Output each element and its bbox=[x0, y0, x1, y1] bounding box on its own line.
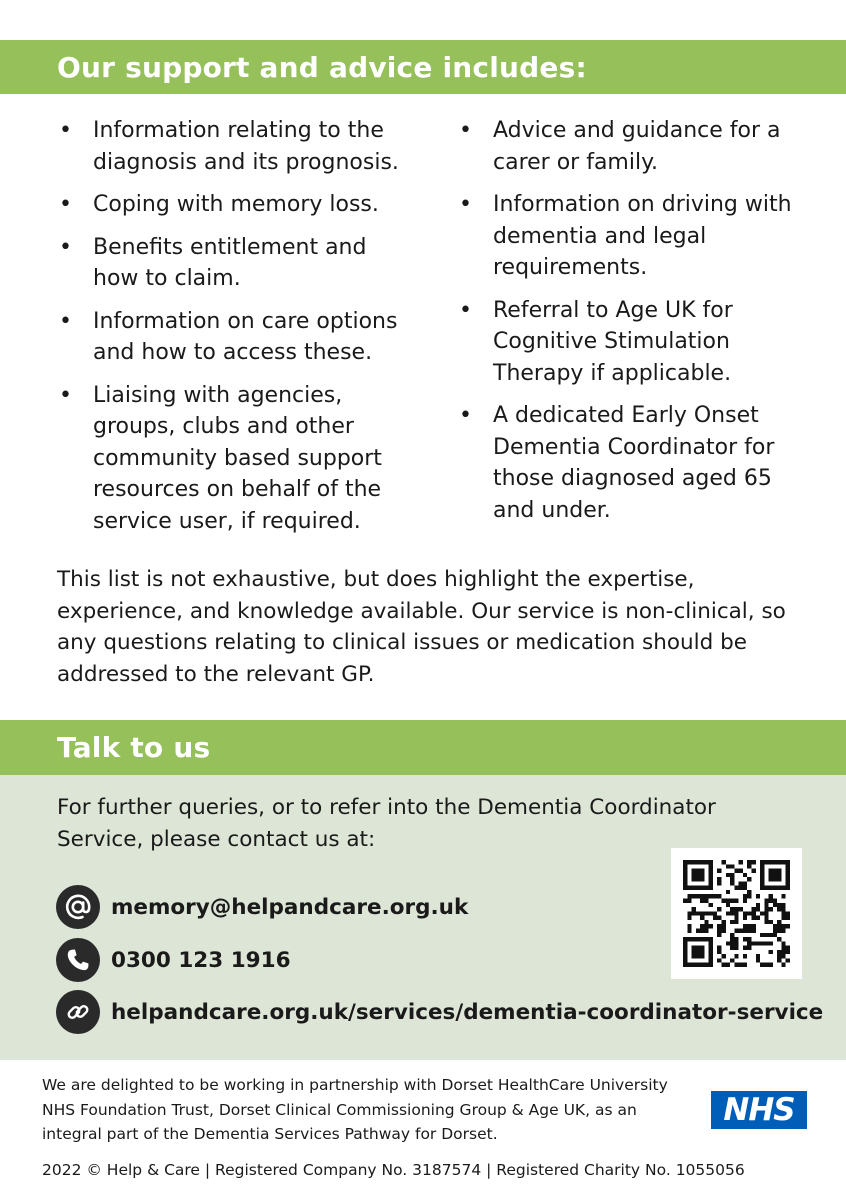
list-item bbox=[457, 295, 797, 390]
list-item-text: Advice and guidance for a carer or family. bbox=[493, 118, 781, 175]
phone-link[interactable]: 0300 123 1916 bbox=[111, 947, 291, 973]
support-heading-band bbox=[0, 40, 846, 94]
disclaimer-paragraph: This list is not exhaustive, but does highlight the expertise, experience, and knowledge available. Our service is non-clinical, so any questions relating to clinical issues or medication should be addressed to the relevant GP. bbox=[57, 567, 786, 687]
list-item-text: Liaising with agencies, groups, clubs and other community based support resources on behalf of the service user, if required. bbox=[93, 382, 382, 534]
link-icon bbox=[56, 990, 100, 1034]
support-list-left bbox=[57, 115, 417, 548]
phone-icon bbox=[56, 938, 100, 982]
bullet: • bbox=[459, 297, 472, 323]
list-item-text: Information on driving with dementia and legal requirements. bbox=[493, 192, 792, 280]
list-item-text: A dedicated Early Onset Dementia Coordinator for those diagnosed aged 65 and under. bbox=[493, 403, 775, 523]
list-item bbox=[57, 380, 417, 538]
email-link[interactable]: memory@helpandcare.org.uk bbox=[111, 894, 469, 920]
website-row bbox=[56, 990, 823, 1034]
list-item bbox=[57, 232, 417, 295]
bullet: • bbox=[459, 192, 472, 217]
contact-heading-band bbox=[0, 720, 846, 775]
bullet: • bbox=[59, 308, 72, 334]
bullet: • bbox=[59, 382, 72, 408]
contact-section bbox=[0, 775, 846, 1060]
list-item bbox=[457, 189, 797, 284]
bullet: • bbox=[459, 118, 472, 143]
list-item-text: Information relating to the diagnosis and its prognosis. bbox=[93, 118, 399, 175]
list-item-text: Referral to Age UK for Cognitive Stimulation Therapy if applicable. bbox=[493, 297, 733, 386]
qr-code[interactable] bbox=[671, 848, 802, 979]
contact-intro: For further queries, or to refer into the Dementia Coordinator Service, please contact us at: bbox=[57, 795, 716, 852]
support-heading: Our support and advice includes: bbox=[57, 50, 587, 84]
bullet: • bbox=[59, 118, 72, 143]
email-row bbox=[56, 885, 468, 929]
bullet: • bbox=[59, 234, 72, 260]
list-item bbox=[457, 115, 797, 178]
phone-row bbox=[56, 938, 291, 982]
partnership-text: We are delighted to be working in partnership with Dorset HealthCare University NHS Foundation Trust, Dorset Clinical Commissioning Group & Age UK, as an integral part of the Dementia Services Pathway for Dorset. bbox=[42, 1076, 668, 1143]
list-item bbox=[57, 189, 417, 221]
at-sign-icon bbox=[56, 885, 100, 929]
bullet: • bbox=[459, 403, 472, 428]
contact-heading: Talk to us bbox=[57, 731, 211, 764]
list-item bbox=[57, 115, 417, 178]
list-item bbox=[57, 306, 417, 369]
list-item-text: Coping with memory loss. bbox=[93, 192, 379, 217]
list-item bbox=[457, 400, 797, 526]
copyright-text: 2022 © Help & Care | Registered Company No. 3187574 | Registered Charity No. 1055056 bbox=[42, 1161, 745, 1179]
support-list-right bbox=[457, 115, 797, 537]
website-link[interactable]: helpandcare.org.uk/services/dementia-coordinator-service bbox=[111, 999, 824, 1025]
list-item-text: Benefits entitlement and how to claim. bbox=[93, 234, 367, 291]
list-item-text: Information on care options and how to access these. bbox=[93, 308, 398, 365]
nhs-logo: NHS bbox=[711, 1091, 807, 1129]
bullet: • bbox=[59, 192, 72, 217]
